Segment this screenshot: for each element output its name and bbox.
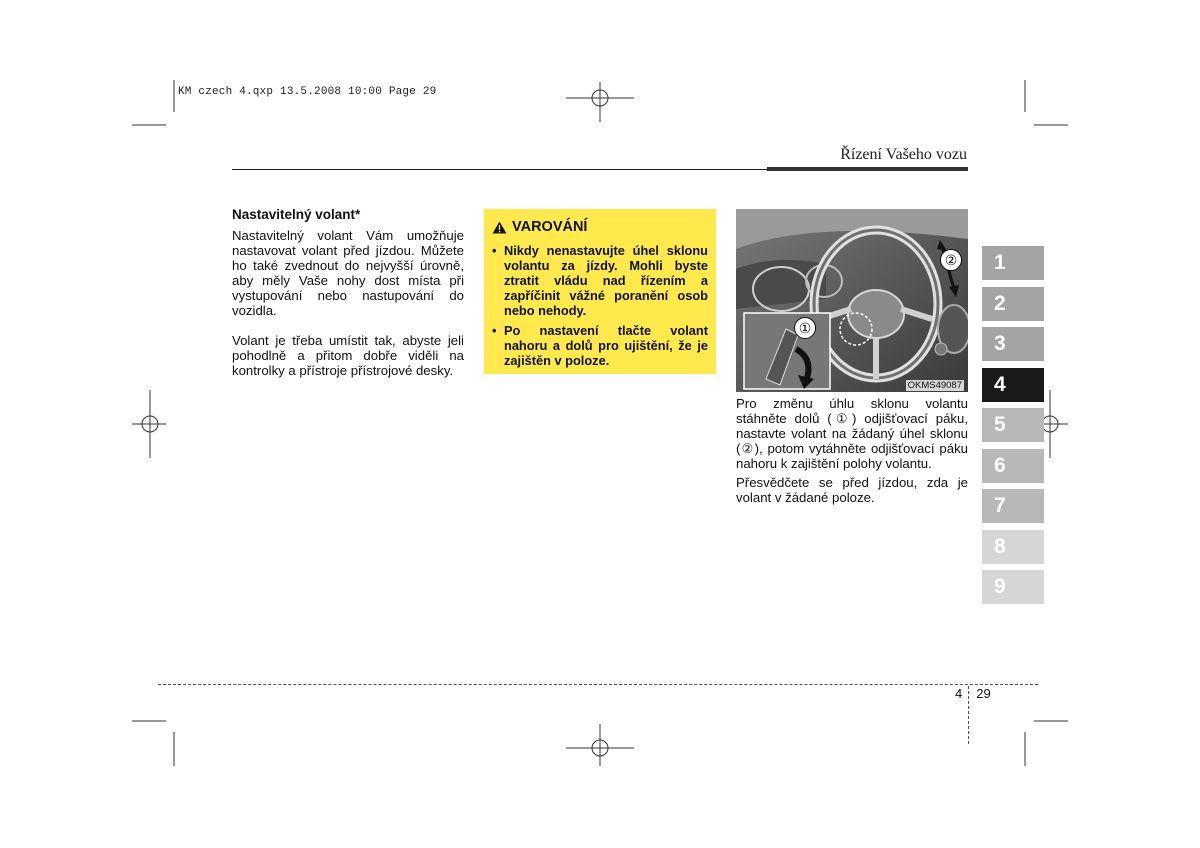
footer-rule — [158, 684, 1038, 685]
callout-1: ① — [794, 317, 816, 339]
chapter-tab-3[interactable]: 3 — [982, 327, 1044, 361]
paragraph: Volant je třeba umístit tak, abyste jeli pohodlně a přitom dobře viděli na kontrolky a přístroje přístrojové desky. — [232, 333, 464, 378]
page-number-value: 29 — [976, 686, 991, 701]
warning-item: • Po nastavení tlačte volant nahoru a dolů pro ujištění, že je zajištěn v poloze. — [492, 323, 708, 368]
steering-wheel-photo — [736, 209, 968, 392]
section-heading: Nastavitelný volant* — [232, 207, 361, 222]
paragraph: Nastavitelný volant Vám umožňuje nastavovat volant před jízdou. Můžete ho také zvednout do nejvyšší úrovně, aby měly Vaše nohy dost místa při vystupování nebo nastupování do vozidla. — [232, 228, 464, 318]
page-divider — [968, 686, 970, 744]
callout-2: ② — [940, 249, 962, 271]
page-number — [955, 686, 991, 744]
warning-item: • Nikdy nenastavujte úhel sklonu volantu za jízdy. Mohli byste ztratit vládu nad řízením a zapříčinit vážné poranění osob nebo nehody. — [492, 243, 708, 318]
chapter-tab-1[interactable]: 1 — [982, 246, 1044, 280]
section-text — [232, 207, 464, 393]
chapter-tab-9[interactable]: 9 — [982, 570, 1044, 604]
chapter-tabs — [982, 246, 1044, 611]
chapter-tab-7[interactable]: 7 — [982, 489, 1044, 523]
warning-triangle-icon — [492, 221, 507, 234]
steering-wheel-illustration — [736, 209, 968, 392]
warning-title — [492, 219, 708, 235]
chapter-tab-6[interactable]: 6 — [982, 449, 1044, 483]
chapter-tab-8[interactable]: 8 — [982, 530, 1044, 564]
running-header: Řízení Vašeho vozu — [840, 146, 967, 163]
print-slug: KM czech 4.qxp 13.5.2008 10:00 Page 29 — [178, 86, 437, 98]
paragraph: Pro změnu úhlu sklonu volantu stáhněte dolů (①) odjišťovací páku, nastavte volant na žádaný úhel sklonu (②), potom vytáhněte odjišťovací páku nahoru k zajištění polohy volantu. — [736, 396, 968, 471]
chapter-tab-2[interactable]: 2 — [982, 287, 1044, 321]
warning-box — [484, 209, 716, 374]
header-rule-accent — [767, 167, 968, 171]
chapter-tab-4[interactable]: 4 — [982, 368, 1044, 402]
chapter-number: 4 — [955, 686, 963, 701]
warning-list — [492, 243, 708, 368]
warning-title-text: VAROVÁNÍ — [512, 219, 588, 235]
paragraph: Přesvědčete se před jízdou, zda je volant v žádané poloze. — [736, 475, 968, 505]
header-rule — [232, 169, 767, 170]
instructions-text — [736, 396, 968, 509]
chapter-tab-5[interactable]: 5 — [982, 408, 1044, 442]
figure-code: OKMS49087 — [907, 380, 962, 391]
